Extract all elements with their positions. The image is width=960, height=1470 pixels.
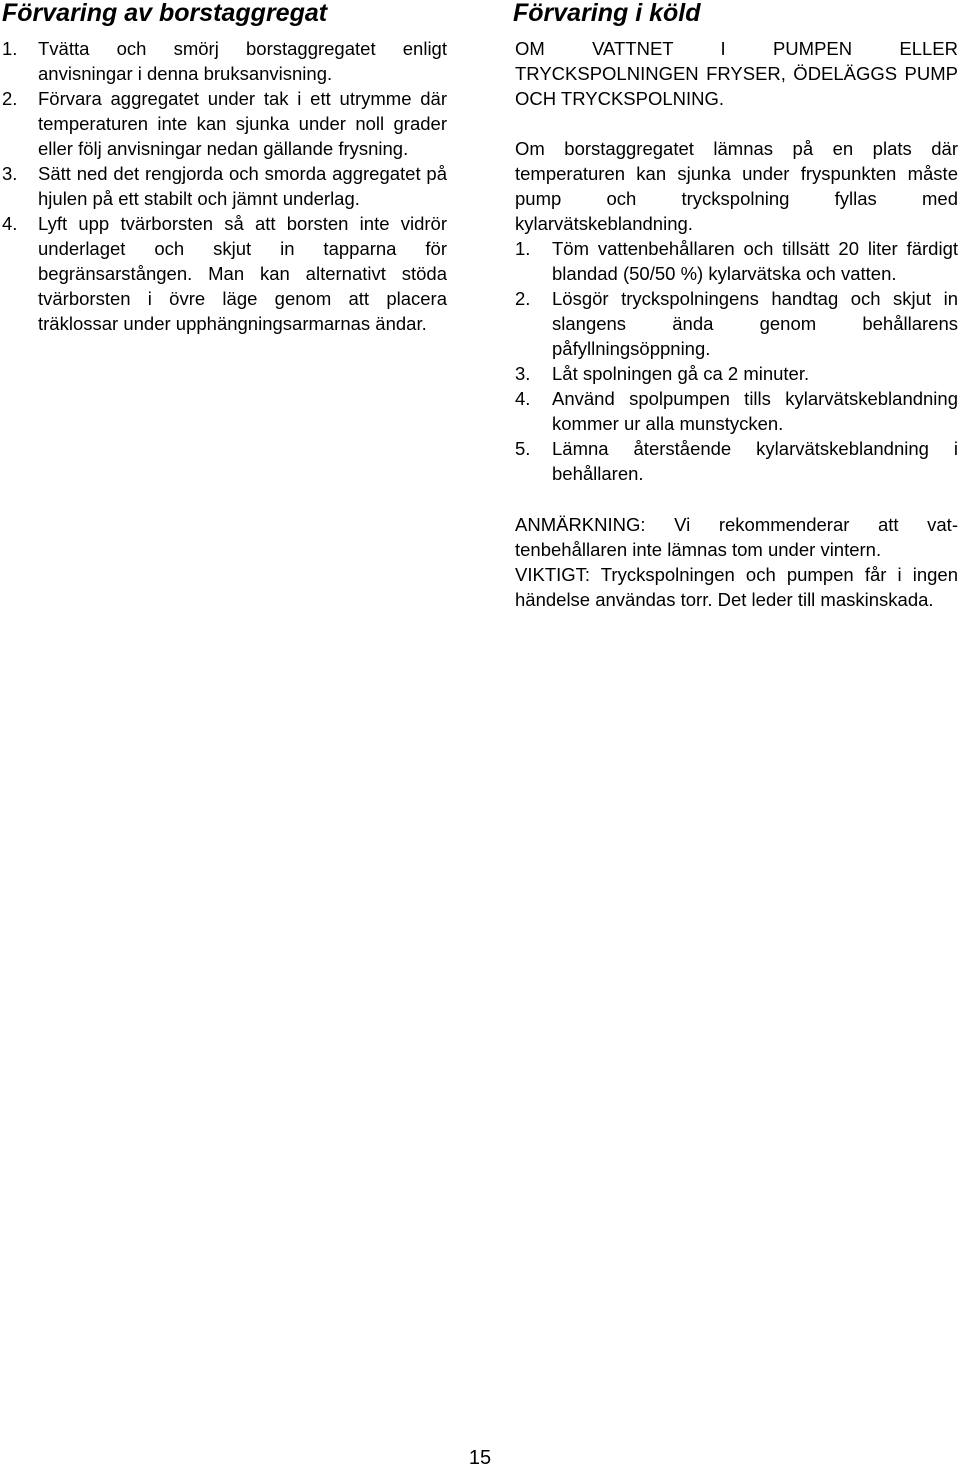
list-item [515,236,958,286]
list-item-number: 2. [515,288,531,309]
list-item-number: 4. [2,213,18,234]
list-item [515,386,958,436]
list-item-number: 4. [515,388,531,409]
list-item-text: Använd spolpumpen tills kylarvätskeblandning kommer ur alla munstycken. [552,388,958,434]
list-item [515,436,958,486]
list-item-text: Lämna återstående kylarvätskeblandning i behållaren. [552,438,958,484]
page-number [0,1446,960,1470]
list-item-number: 3. [515,363,531,384]
left-column [2,0,447,336]
freeze-warning: OM VATTNET I PUMPEN ELLER TRYCKSPOLNINGEN FRYSER, ÖDELÄGGS PUMP OCH TRYCKSPOLNING. [515,38,958,109]
list-item-text: Tvätta och smörj borstaggregatet enligt anvisningar i denna bruksanvisning. [38,38,447,84]
list-item [515,361,958,386]
list-item-number: 2. [2,88,18,109]
list-item [2,211,447,336]
list-item [2,161,447,211]
list-item-number: 3. [2,163,18,184]
list-item-number: 1. [515,238,531,259]
list-item-text: Töm vattenbehållaren och tillsätt 20 liter färdigt blandad (50/50 %) kylarvätska och vatten. [552,238,958,284]
page-number-text: 15 [468,1447,492,1469]
list-item-text: Låt spolningen gå ca 2 minuter. [552,363,810,384]
right-column [515,0,958,612]
antifreeze-steps [515,236,958,486]
list-item [2,36,447,86]
list-item [515,286,958,361]
list-item-text: Lösgör tryckspolningens handtag och skjut in slangens ända genom behållarens påfyllningsöppning. [552,288,958,359]
list-item [2,86,447,161]
list-item-number: 5. [515,438,531,459]
important-paragraph: VIKTIGT: Tryckspolningen och pumpen får i ingen händelse användas torr. Det leder till maskinskada. [515,564,958,610]
brush-storage-steps [2,36,447,336]
list-item-text: Förvara aggregatet under tak i ett utrymme där temperaturen inte kan sjunka under noll grader eller följ anvisningar nedan gällande frysning. [38,88,447,159]
section-heading-cold-storage: Förvaring i köld [513,0,701,27]
section-heading-brush-storage: Förvaring av borstaggregat [2,0,328,27]
note-paragraph: ANMÄRKNING: Vi rekommenderar att vattenbehållaren inte lämnas tom under vintern. [515,514,958,560]
cold-storage-intro: Om borstaggregatet lämnas på en plats där temperaturen kan sjunka under fryspunkten måste pump och tryckspolning fyllas med kylarvätskeblandning. [515,138,958,234]
list-item-number: 1. [2,38,18,59]
list-item-text: Lyft upp tvärborsten så att borsten inte vidrör underlaget och skjut in tapparna för begränsarstången. Man kan alternativt stöda tvärborsten i övre läge genom att placera träklossar under upphängningsarmarnas ändar. [38,213,447,334]
list-item-text: Sätt ned det rengjorda och smorda aggregatet på hjulen på ett stabilt och jämnt underlag. [38,163,447,209]
